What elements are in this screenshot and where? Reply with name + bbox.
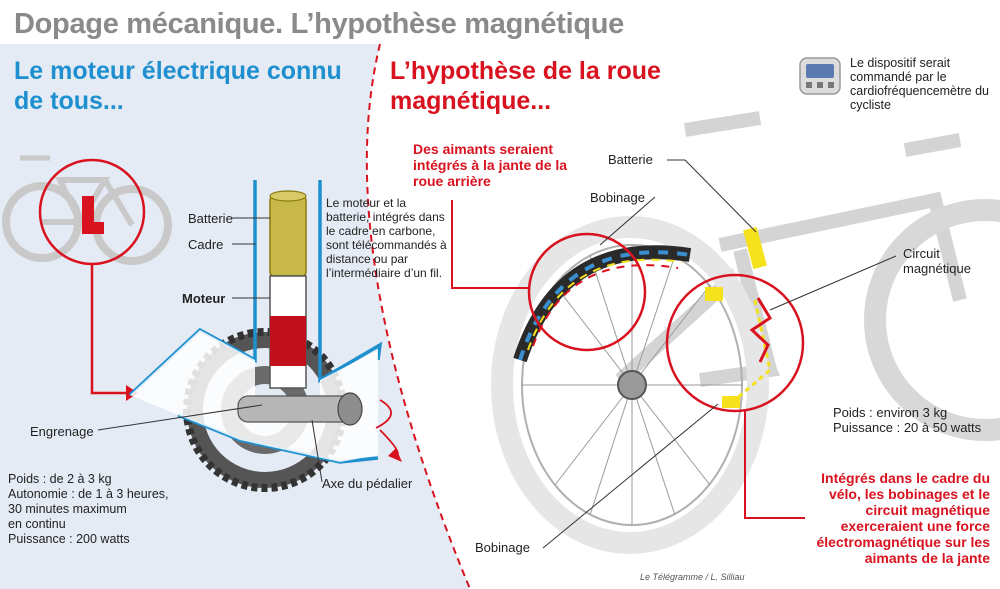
left-spec-line: Puissance : 200 watts — [8, 532, 130, 546]
rear-wheel — [502, 227, 758, 543]
left-spec-line: Autonomie : de 1 à 3 heures, — [8, 487, 169, 501]
motor-description: Le moteur et la batterie, intégrés dans le cadre en carbone, sont télécommandés à distance ou par l’intermédiaire d’un fil. — [326, 196, 447, 280]
label-moteur: Moteur — [182, 291, 226, 306]
aimants-note: Des aimants seraient intégrés à la jante de la roue arrière — [413, 141, 568, 189]
right-specs — [833, 405, 981, 435]
device-note: Le dispositif serait commandé par le cardiofréquencemètre du cycliste — [850, 56, 989, 112]
credit: Le Télégramme / L. Silliau — [640, 572, 745, 582]
right-spec-line: Puissance : 20 à 50 watts — [833, 420, 982, 435]
label-circuit-magnetique: Circuit magnétique — [903, 246, 971, 276]
label-batterie-right: Batterie — [608, 152, 653, 167]
right-heading: L’hypothèse de la roue magnétique... — [390, 57, 661, 115]
right-spec-line: Poids : environ 3 kg — [833, 405, 948, 420]
front-wheel — [875, 210, 1000, 430]
bottom-note: Intégrés dans le cadre du vélo, les bobinages et le circuit magnétique exerceraient une force électromagnétique sur les aimants de la jante — [816, 470, 990, 566]
frame-coil-2 — [722, 396, 740, 408]
left-spec-line: 30 minutes maximum — [8, 502, 127, 516]
left-heading: Le moteur électrique connu de tous... — [14, 57, 342, 115]
frame-coil-1 — [705, 287, 723, 301]
label-bobinage-top: Bobinage — [590, 190, 645, 205]
label-bobinage-bottom: Bobinage — [475, 540, 530, 555]
label-engrenage: Engrenage — [30, 424, 94, 439]
left-specs — [8, 472, 169, 547]
page-title: Dopage mécanique. L’hypothèse magnétique — [14, 8, 625, 40]
label-axe-pedalier: Axe du pédalier — [322, 476, 413, 491]
aimants-leader — [452, 200, 530, 288]
label-batterie-left: Batterie — [188, 211, 233, 226]
left-spec-line: en continu — [8, 517, 66, 531]
left-spec-line: Poids : de 2 à 3 kg — [8, 472, 112, 486]
motor-red — [270, 316, 306, 366]
heart-rate-monitor-icon — [800, 58, 840, 94]
battery-body — [270, 196, 306, 276]
rim-zoom-circle — [529, 234, 645, 350]
label-cadre: Cadre — [188, 237, 224, 252]
